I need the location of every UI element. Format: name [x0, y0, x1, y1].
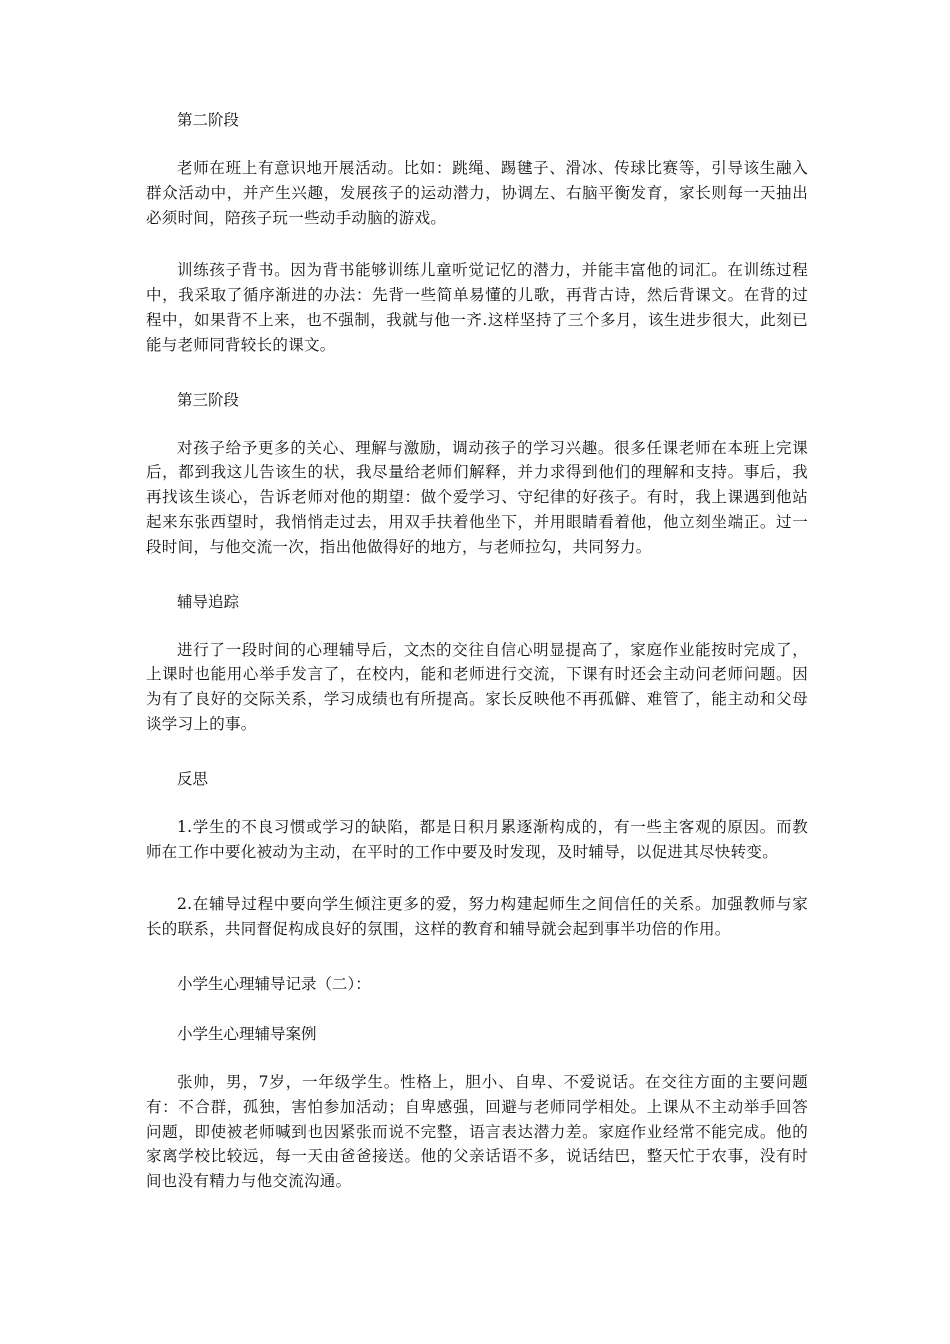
tracking-heading: 辅导追踪: [177, 592, 240, 611]
reflection-paragraph-1: 1.学生的不良习惯或学习的缺陷，都是日积月累逐渐构成的，有一些主客观的原因。而教师在工作中要化被动为主动，在平时的工作中要及时发现，及时辅导，以促进其尽快转变。: [146, 817, 808, 861]
tracking-paragraph-1: 进行了一段时间的心理辅导后，文杰的交往自信心明显提高了，家庭作业能按时完成了，上课时也能用心举手发言了，在校内，能和老师进行交流，下课有时还会主动问老师问题。因为有了良好的交际关系，学习成绩也有所提高。家长反映他不再孤僻、难管了，能主动和父母谈学习上的事。: [146, 640, 808, 733]
stage3-heading: 第三阶段: [177, 390, 240, 409]
stage3-paragraph-1: 对孩子给予更多的关心、理解与激励，调动孩子的学习兴趣。很多任课老师在本班上完课后，都到我这儿告该生的状，我尽量给老师们解释，并力求得到他们的理解和支持。事后，我再找该生谈心，告诉老师对他的期望：做个爱学习、守纪律的好孩子。有时，我上课遇到他站起来东张西望时，我悄悄走过去，用双手扶着他坐下，并用眼睛看着他，他立刻坐端正。过一段时间，与他交流一次，指出他做得好的地方，与老师拉勾，共同努力。: [146, 438, 808, 556]
stage2-paragraph-1: 老师在班上有意识地开展活动。比如：跳绳、踢毽子、滑冰、传球比赛等，引导该生融入群众活动中，并产生兴趣，发展孩子的运动潜力，协调左、右脑平衡发育，家长则每一天抽出必须时间，陪孩子玩一些动手动脑的游戏。: [146, 159, 808, 227]
reflection-heading: 反思: [177, 769, 209, 788]
case-paragraph-1: 张帅，男，7岁，一年级学生。性格上，胆小、自卑、不爱说话。在交往方面的主要问题有：不合群，孤独，害怕参加活动；自卑感强，回避与老师同学相处。上课从不主动举手回答问题，即使被老师喊到也因紧张而说不完整，语言表达潜力差。家庭作业经常不能完成。他的家离学校比较远，每一天由爸爸接送。他的父亲话语不多，说话结巴，整天忙于农事，没有时间也没有精力与他交流沟通。: [146, 1072, 808, 1191]
stage2-heading: 第二阶段: [177, 111, 240, 129]
record2-heading: 小学生心理辅导记录（二）：: [177, 974, 371, 993]
stage2-paragraph-2: 训练孩子背书。因为背书能够训练儿童听觉记忆的潜力，并能丰富他的词汇。在训练过程中，我采取了循序渐进的办法：先背一些简单易懂的儿歌，再背古诗，然后背课文。在背的过程中，如果背不上来，也不强制，我就与他一齐.这样坚持了三个多月，该生进步很大，此刻已能与老师同背较长的课文。: [146, 261, 808, 354]
document-body: [146, 106, 808, 1194]
reflection-paragraph-2: 2.在辅导过程中要向学生倾注更多的爱，努力构建起师生之间信任的关系。加强教师与家长的联系，共同督促构成良好的氛围，这样的教育和辅导就会起到事半功倍的作用。: [146, 895, 808, 939]
case-heading: 小学生心理辅导案例: [177, 1024, 317, 1043]
